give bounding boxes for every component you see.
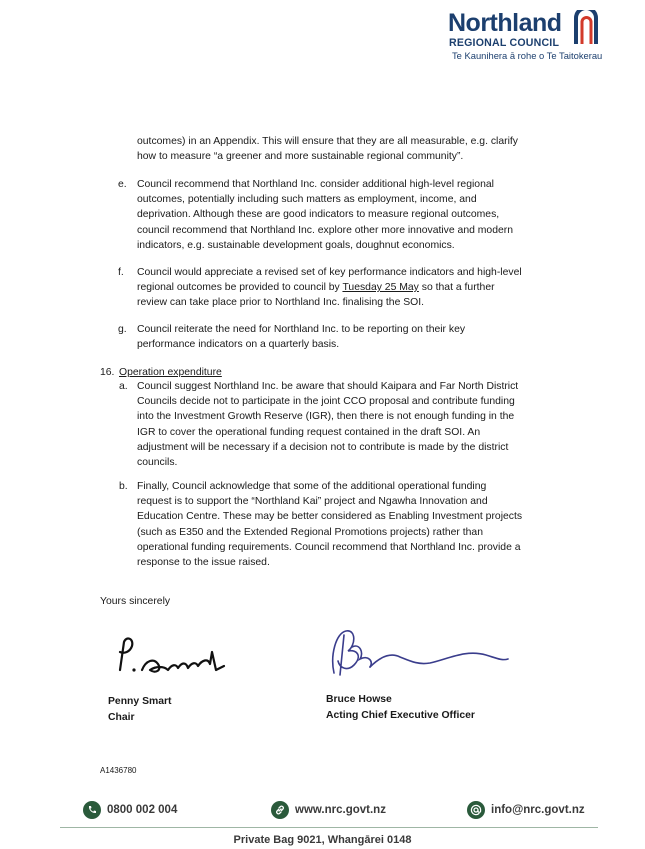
footer-phone[interactable]: 0800 002 004 xyxy=(83,800,177,820)
logo-subtitle: REGIONAL COUNCIL xyxy=(449,37,560,49)
paragraph-b: Finally, Council acknowledge that some of the additional operational funding request is to support the “Northland Kai” project and Ngawha Innovation and Education Centre. These may be better considered as Enabling Investment projects (such as E350 and the Extended Regional Promotions projects) rather than operational funding requirements. Council recommend that Northland Inc. provide a response to the issue raised. xyxy=(137,481,523,569)
signatory-1: Penny Smart Chair xyxy=(108,696,172,723)
deadline-date: Tuesday 25 May xyxy=(342,282,419,294)
item-label-g: g. xyxy=(118,324,127,335)
postal-address: Private Bag 9021, Whangārei 0148 xyxy=(233,834,412,846)
signatory-2: Bruce Howse Acting Chief Executive Officer xyxy=(326,694,475,721)
paragraph-continuation: outcomes) in an Appendix. This will ensure that they are all measurable, e.g. clarify how to measure “a greener and more sustainable regional community”. xyxy=(137,136,518,163)
council-logo xyxy=(446,8,626,62)
item-label-e: e. xyxy=(118,179,127,190)
item-label-b: b. xyxy=(119,481,128,492)
signature-penny-smart xyxy=(112,630,232,678)
document-reference: A1436780 xyxy=(100,766,137,775)
footer-email[interactable]: info@nrc.govt.nz xyxy=(467,800,585,820)
signature-bruce-howse xyxy=(326,625,516,685)
paragraph-a: Council suggest Northland Inc. be aware that should Kaipara and Far North District Councils decide not to participate in the joint CCO proposal and contribute funding into the Investment Growth Reserve (IGR), then there is not enough funding in the IGR to cover the operational funding request contained in the draft SOI. An adjustment will be necessary if a decision not to contribute is made by the district councils. xyxy=(137,381,519,469)
logo-maori-name: Te Kaunihera ā rohe o Te Taitokerau xyxy=(452,50,603,61)
phone-icon xyxy=(83,801,101,819)
section-heading: Operation expenditure xyxy=(119,367,222,378)
logo-mark-icon xyxy=(574,10,598,46)
item-label-f: f. xyxy=(118,267,124,278)
email-icon xyxy=(467,801,485,819)
section-number-16: 16. xyxy=(100,367,115,378)
paragraph-e: Council recommend that Northland Inc. consider additional high-level regional outcomes, potentially including such matters as employment, income, and deprivation. Although these are good indicators to measure regional outcomes, council recommend that Northland Inc. explore other more innovative and modern indicators, e.g. sustainable development goals, doughnut economics. xyxy=(137,179,513,251)
paragraph-g: Council reiterate the need for Northland Inc. to be reporting on their key performance indicators on a quarterly basis. xyxy=(137,324,466,351)
paragraph-f: Council would appreciate a revised set of key performance indicators and high-level regional outcomes be provided to council by Tuesday 25 May so that a further review can take place prior to Northland Inc. finalising the SOI. xyxy=(137,267,522,309)
closing-salutation: Yours sincerely xyxy=(100,596,171,607)
footer-divider xyxy=(60,827,598,828)
logo-name: Northland xyxy=(448,9,562,37)
link-icon xyxy=(271,801,289,819)
item-label-a: a. xyxy=(119,381,128,392)
footer-website[interactable]: www.nrc.govt.nz xyxy=(271,800,386,820)
